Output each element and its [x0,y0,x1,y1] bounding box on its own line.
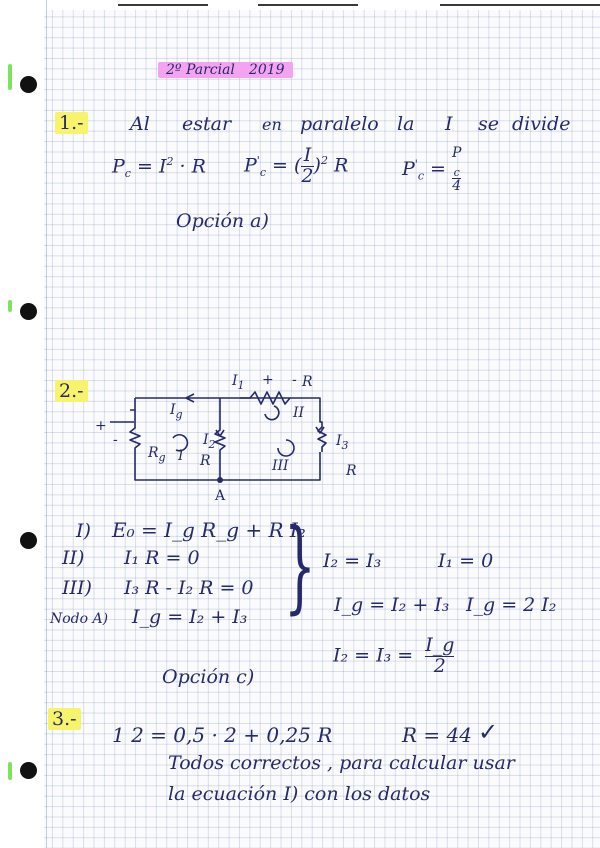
subscript: g [158,450,166,464]
fraction [425,636,454,677]
eq1: E₀ = I_g R_g + R I₂ [112,518,306,542]
symbol: P [112,155,125,178]
eq1-label: I) [76,520,91,542]
margin-line [46,0,47,848]
result-currents [333,636,454,677]
q3-comment-line1: Todos correctos , para calcular usar [168,752,515,774]
q3-number [48,708,81,730]
label-ig [170,402,183,421]
label-minus-top: - [292,372,297,388]
q2-number [55,380,88,402]
q1-formula-power [112,155,206,180]
symbol: P [402,157,415,180]
q2-answer: Opción c) [162,666,255,688]
symbol: = I [137,155,167,178]
label-r-mid: R [200,453,211,469]
page-edge-line [258,4,358,6]
q3-number-label: 3.- [48,708,81,730]
prime: ' [414,157,418,171]
eq4-label: Nodo A) [50,611,109,627]
q1-word: se [478,113,499,135]
symbol: I [203,432,209,448]
symbol: = [430,157,446,180]
q3-equation: 1 2 = 0,5 · 2 + 0,25 R [112,723,333,747]
q3-result: R = 44 [402,723,472,747]
result-i2-i3: I₂ = I₃ [323,550,382,572]
eq2-label: II) [62,547,85,569]
eq4: I_g = I₂ + I₃ [132,606,248,628]
exponent: 2 [320,154,328,168]
label-source-plus: + [95,418,107,434]
label-r-top: R [302,374,313,390]
subscript: 3 [341,438,349,452]
punch-hole [20,762,37,779]
q1-word: paralelo [300,113,379,135]
q1-word: I [445,113,453,135]
q1-number [55,112,88,134]
subscript: c [124,167,131,181]
label-loop-ii: II [293,405,305,421]
symbol: = [272,154,288,177]
punch-hole [20,532,37,549]
punch-hole [20,76,37,93]
denominator: 2 [425,656,454,677]
q2-number-label: 2.- [55,380,88,402]
label-i2 [203,432,216,451]
numerator [452,146,461,178]
check-icon: ✓ [478,718,499,746]
exam-year: 2019 [241,62,293,78]
subscript: c [453,165,460,179]
subscript: 2 [208,437,216,451]
q1-formula-half: $P'_c$ = ( $\frac{I}{2}$ )$^2$ R [244,144,349,187]
q1-word: Al [130,113,150,135]
eq3: I₃ R - I₂ R = 0 [124,577,254,599]
punch-hole [20,303,37,320]
label-source-minus: - [113,432,118,448]
label-node-a: A [215,488,226,504]
result-ig-2i2: I_g = 2 I₂ [466,594,557,616]
q1-answer: Opción a) [176,210,269,232]
node-dot [217,477,223,483]
exam-header [158,57,293,79]
fraction [452,146,461,194]
numerator: I [303,144,312,166]
exam-title: 2º Parcial [158,62,243,78]
eq2: I₁ R = 0 [124,547,200,569]
brace: } [284,507,316,624]
q1-word: en [262,115,282,134]
subscript: g [175,407,183,421]
symbol: I [170,402,176,418]
binder-margin [0,0,44,848]
result-i1: I₁ = 0 [438,550,494,572]
subscript: c [259,166,266,180]
q1-word: divide [512,113,571,135]
eq3-label: III) [62,577,92,599]
highlighter-mark [8,64,12,90]
symbol: I [232,373,238,389]
fraction [301,146,313,187]
symbol: I [336,433,342,449]
expression: I₂ = I₃ = [333,644,414,667]
symbol: · R [179,155,206,178]
label-rg [148,445,166,464]
label-i1 [232,373,245,392]
page-edge-line [440,4,600,6]
subscript: c [417,169,424,183]
prime: ' [256,154,260,168]
label-i3 [336,433,349,452]
label-loop-iii: III [272,458,289,474]
subscript: 1 [237,378,245,392]
highlighter-mark [8,762,12,780]
symbol: P [452,145,462,161]
symbol: R [333,154,349,177]
page-edge-line [118,4,208,6]
q1-word: la [397,113,415,135]
exponent: 2 [166,155,174,168]
label-plus-top: + [262,372,274,388]
label-r-right: R [346,463,357,479]
denominator: 2 [301,164,314,187]
symbol: R [148,445,159,461]
highlighter-mark [8,300,12,312]
numerator: I_g [425,634,455,656]
denominator: 4 [452,178,462,195]
q3-comment-line2: la ecuación I) con los datos [168,783,431,805]
symbol: P [244,154,257,177]
label-loop-i: I [178,448,184,464]
q1-formula-quarter [402,146,461,194]
result-ig: I_g = I₂ + I₃ [334,594,450,616]
q1-number-label: 1.- [55,112,88,134]
q1-word: estar [182,113,232,135]
